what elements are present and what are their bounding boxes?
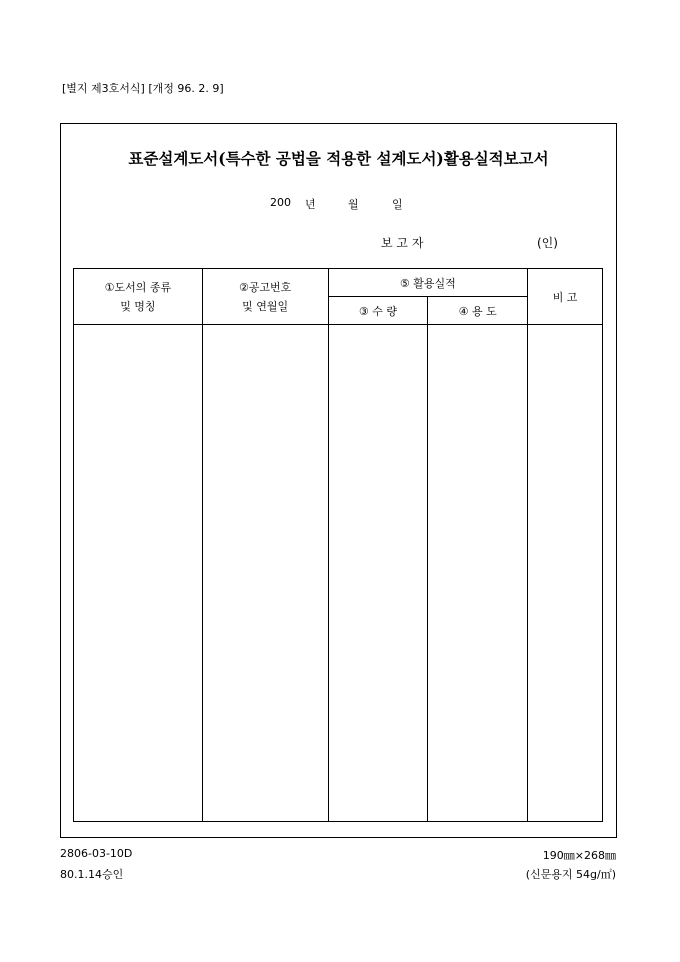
col-header-quantity: ③ 수 량 bbox=[328, 297, 428, 325]
col-header-notice-no-line2: 및 연월일 bbox=[242, 299, 289, 313]
date-month-unit: 월 bbox=[348, 198, 359, 211]
form-code: 2806-03-10D bbox=[60, 847, 133, 860]
reporter-label: 보 고 자 bbox=[381, 236, 424, 250]
col-header-doc-type-line1: ①도서의 종류 bbox=[104, 280, 172, 294]
col-header-doc-type bbox=[74, 269, 203, 325]
date-year-unit: 년 bbox=[305, 198, 316, 211]
notice-no-cell[interactable] bbox=[202, 325, 328, 822]
quantity-cell[interactable] bbox=[328, 325, 428, 822]
remarks-cell[interactable] bbox=[528, 325, 603, 822]
date-year-prefix: 200 bbox=[270, 196, 291, 209]
paper-type: (신문용지 54g/㎡) bbox=[525, 868, 616, 881]
col-header-purpose: ④ 용 도 bbox=[428, 297, 528, 325]
col-header-doc-type-line2: 및 명칭 bbox=[120, 299, 156, 313]
report-table bbox=[73, 268, 603, 822]
col-header-remarks: 비 고 bbox=[528, 269, 603, 325]
table-row bbox=[74, 325, 603, 822]
col-header-notice-no-line1: ②공고번호 bbox=[238, 280, 292, 294]
form-title: 표준설계도서(특수한 공법을 적용한 설계도서)활용실적보고서 bbox=[128, 149, 549, 168]
seal-mark: (인) bbox=[537, 236, 558, 250]
col-header-notice-no bbox=[202, 269, 328, 325]
approval-date: 80.1.14승인 bbox=[60, 868, 124, 881]
purpose-cell[interactable] bbox=[428, 325, 528, 822]
date-day-unit: 일 bbox=[392, 198, 403, 211]
doc-type-cell[interactable] bbox=[74, 325, 203, 822]
paper-size: 190㎜×268㎜ bbox=[542, 849, 616, 862]
col-header-usage-record: ⑤ 활용실적 bbox=[328, 269, 528, 297]
form-label: [별지 제3호서식] [개정 96. 2. 9] bbox=[62, 82, 224, 95]
